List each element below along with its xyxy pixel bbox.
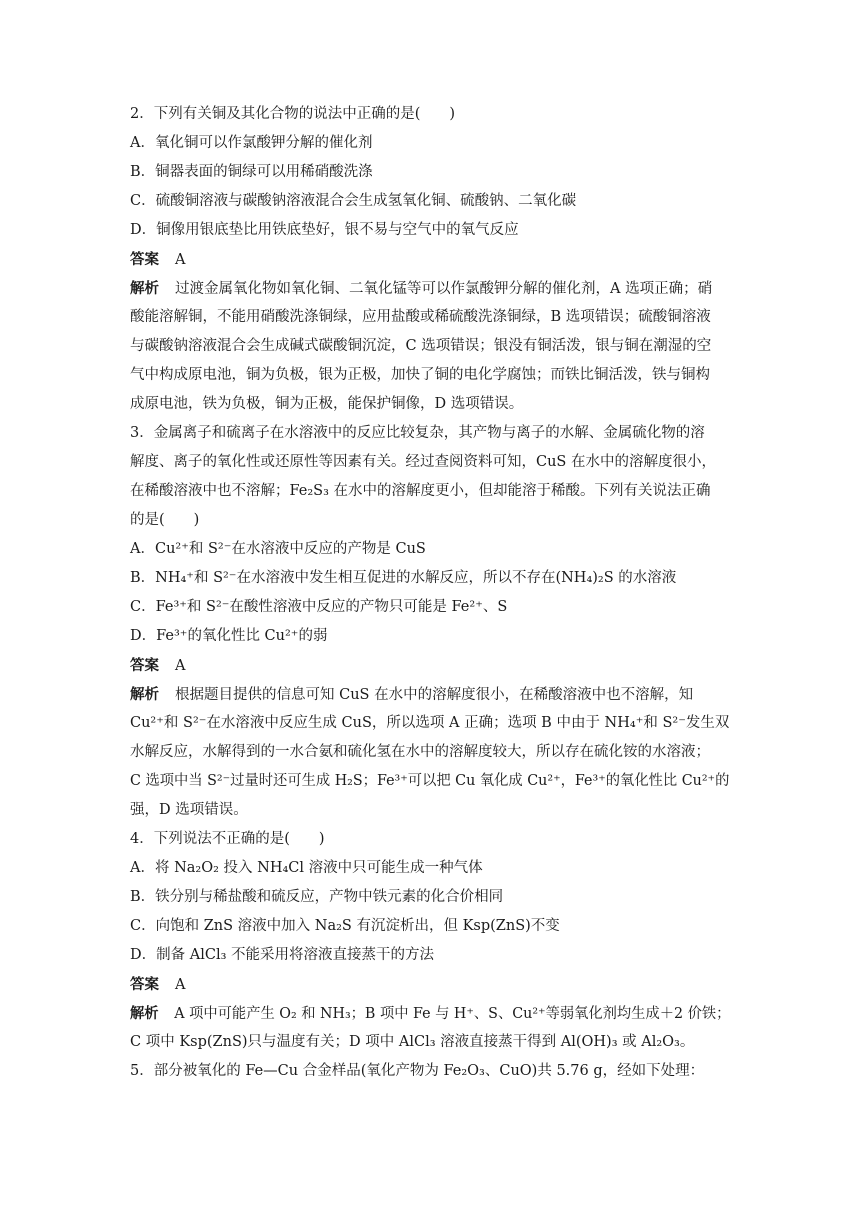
question-4-option-c: C．向饱和 ZnS 溶液中加入 Na₂S 有沉淀析出，但 Ksp(ZnS)不变 <box>130 918 560 934</box>
question-4-option-a: A．将 Na₂O₂ 投入 NH₄Cl 溶液中只可能生成一种气体 <box>130 860 483 876</box>
question-5-stem: 5．部分被氧化的 Fe—Cu 合金样品(氧化产物为 Fe₂O₃、CuO)共 5.76 g，经如下处理： <box>130 1063 705 1079</box>
question-3-analysis-line: C 选项中当 S²⁻过量时还可生成 H₂S；Fe³⁺可以把 Cu 氧化成 Cu²⁺，Fe³⁺的氧化性比 Cu²⁺的 <box>130 773 730 789</box>
question-2-option-c: C．硫酸铜溶液与碳酸钠溶液混合会生成氢氧化铜、硫酸钠、二氧化碳 <box>130 193 577 209</box>
analysis-label: 解析 <box>130 280 159 297</box>
question-3-stem-line: 在稀酸溶液中也不溶解；Fe₂S₃ 在水中的溶解度更小，但却能溶于稀酸。下列有关说法正确 <box>130 483 711 499</box>
question-4-option-d: D．制备 AlCl₃ 不能采用将溶液直接蒸干的方法 <box>130 947 434 963</box>
question-3-option-b: B．NH₄⁺和 S²⁻在水溶液中发生相互促进的水解反应，所以不存在(NH₄)₂S 的水溶液 <box>130 570 677 586</box>
analysis-label: 解析 <box>130 1005 159 1022</box>
question-3-analysis-line: 水解反应，水解得到的一水合氨和硫化氢在水中的溶解度较大，所以存在硫化铵的水溶液； <box>130 744 710 760</box>
question-3-analysis-line <box>130 680 730 709</box>
question-2-analysis-line: 酸能溶解铜，不能用硝酸洗涤铜绿，应用盐酸或稀硫酸洗涤铜绿，B 选项错误；硫酸铜溶液 <box>130 309 711 325</box>
answer-label: 答案 <box>130 251 159 268</box>
question-2-option-d: D．铜像用银底垫比用铁底垫好，银不易与空气中的氧气反应 <box>130 222 519 238</box>
analysis-label: 解析 <box>130 686 159 703</box>
answer-value: A <box>175 658 186 674</box>
question-4-analysis-line: C 项中 Ksp(ZnS)只与温度有关；D 项中 AlCl₃ 溶液直接蒸干得到 Al(OH)₃ 或 Al₂O₃。 <box>130 1034 695 1050</box>
question-3-option-d: D．Fe³⁺的氧化性比 Cu²⁺的弱 <box>130 628 328 644</box>
question-4-analysis-line <box>130 999 731 1028</box>
question-4-answer <box>130 970 730 999</box>
answer-value: A <box>175 252 186 268</box>
question-4-option-b: B．铁分别与稀盐酸和硫反应，产物中铁元素的化合价相同 <box>130 889 504 905</box>
question-2-option-a: A．氧化铜可以作氯酸钾分解的催化剂 <box>130 135 373 151</box>
question-2-analysis-line: 成原电池，铁为负极，铜为正极，能保护铜像，D 选项错误。 <box>130 396 524 412</box>
question-3-answer <box>130 651 730 680</box>
answer-label: 答案 <box>130 976 159 993</box>
question-3-stem-line: 解度、离子的氧化性或还原性等因素有关。经过查阅资料可知，CuS 在水中的溶解度很小， <box>130 454 716 470</box>
question-2-analysis-line: 气中构成原电池，铜为负极，银为正极，加快了铜的电化学腐蚀；而铁比铜活泼，铁与铜构 <box>130 367 710 383</box>
question-2-answer <box>130 245 730 274</box>
question-3-option-c: C．Fe³⁺和 S²⁻在酸性溶液中反应的产物只可能是 Fe²⁺、S <box>130 599 508 615</box>
analysis-text: 根据题目提供的信息可知 CuS 在水中的溶解度很小，在稀酸溶液中也不溶解，知 <box>175 687 694 703</box>
answer-value: A <box>175 977 186 993</box>
question-3-stem-line: 的是( ) <box>130 512 200 528</box>
question-2-analysis-line: 与碳酸钠溶液混合会生成碱式碳酸铜沉淀，C 选项错误；银没有铜活泼，银与铜在潮湿的空 <box>130 338 712 354</box>
analysis-text: A 项中可能产生 O₂ 和 NH₃；B 项中 Fe 与 H⁺、S、Cu²⁺等弱氧化剂均生成＋2 价铁； <box>174 1006 731 1022</box>
question-2-option-b: B．铜器表面的铜绿可以用稀硝酸洗涤 <box>130 164 373 180</box>
analysis-text: 过渡金属氧化物如氧化铜、二氧化锰等可以作氯酸钾分解的催化剂，A 选项正确；硝 <box>175 281 713 297</box>
question-2-analysis-line <box>130 274 730 303</box>
question-3-option-a: A．Cu²⁺和 S²⁻在水溶液中反应的产物是 CuS <box>130 541 426 557</box>
answer-label: 答案 <box>130 657 159 674</box>
question-3-analysis-line: Cu²⁺和 S²⁻在水溶液中反应生成 CuS，所以选项 A 正确；选项 B 中由于 NH₄⁺和 S²⁻发生双 <box>130 715 730 731</box>
question-2-stem: 2．下列有关铜及其化合物的说法中正确的是( ) <box>130 106 456 122</box>
document-body <box>130 100 730 1086</box>
question-4-stem: 4．下列说法不正确的是( ) <box>130 831 325 847</box>
question-3-stem-line: 3．金属离子和硫离子在水溶液中的反应比较复杂，其产物与离子的水解、金属硫化物的溶 <box>130 425 705 441</box>
question-3-analysis-line: 强，D 选项错误。 <box>130 802 248 818</box>
